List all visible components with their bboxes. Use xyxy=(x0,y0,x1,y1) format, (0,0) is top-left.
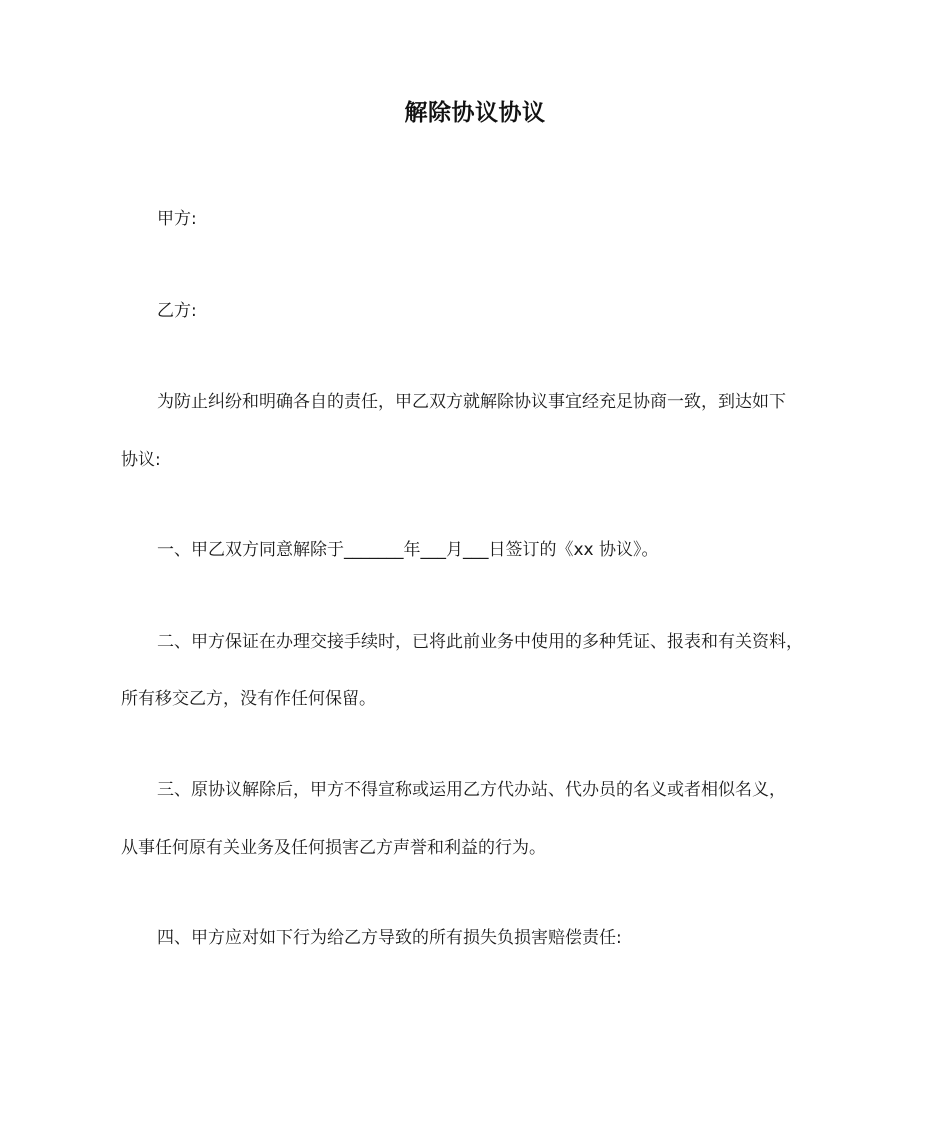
clause-1: 一、甲乙双方同意解除于_______年___月___日签订的《xx 协议》。 xyxy=(157,540,659,560)
party-b-label: 乙方: xyxy=(157,301,197,321)
clause-4: 四、甲方应对如下行为给乙方导致的所有损失负损害赔偿责任: xyxy=(157,928,622,948)
clause-2-line-2: 所有移交乙方，没有作任何保留。 xyxy=(121,689,376,709)
document-title: 解除协议协议 xyxy=(404,100,546,126)
clause-3-line-2: 从事任何原有关业务及任何损害乙方声誉和利益的行为。 xyxy=(121,838,546,858)
intro-paragraph-line-2: 协议: xyxy=(121,450,161,470)
clause-3-line-1: 三、原协议解除后，甲方不得宣称或运用乙方代办站、代办员的名义或者相似名义， xyxy=(157,780,786,800)
intro-paragraph-line-1: 为防止纠纷和明确各自的责任，甲乙双方就解除协议事宜经充足协商一致，到达如下 xyxy=(157,392,786,412)
party-a-label: 甲方: xyxy=(157,209,197,229)
clause-2-line-1: 二、甲方保证在办理交接手续时，已将此前业务中使用的多种凭证、报表和有关资料， xyxy=(157,632,803,652)
